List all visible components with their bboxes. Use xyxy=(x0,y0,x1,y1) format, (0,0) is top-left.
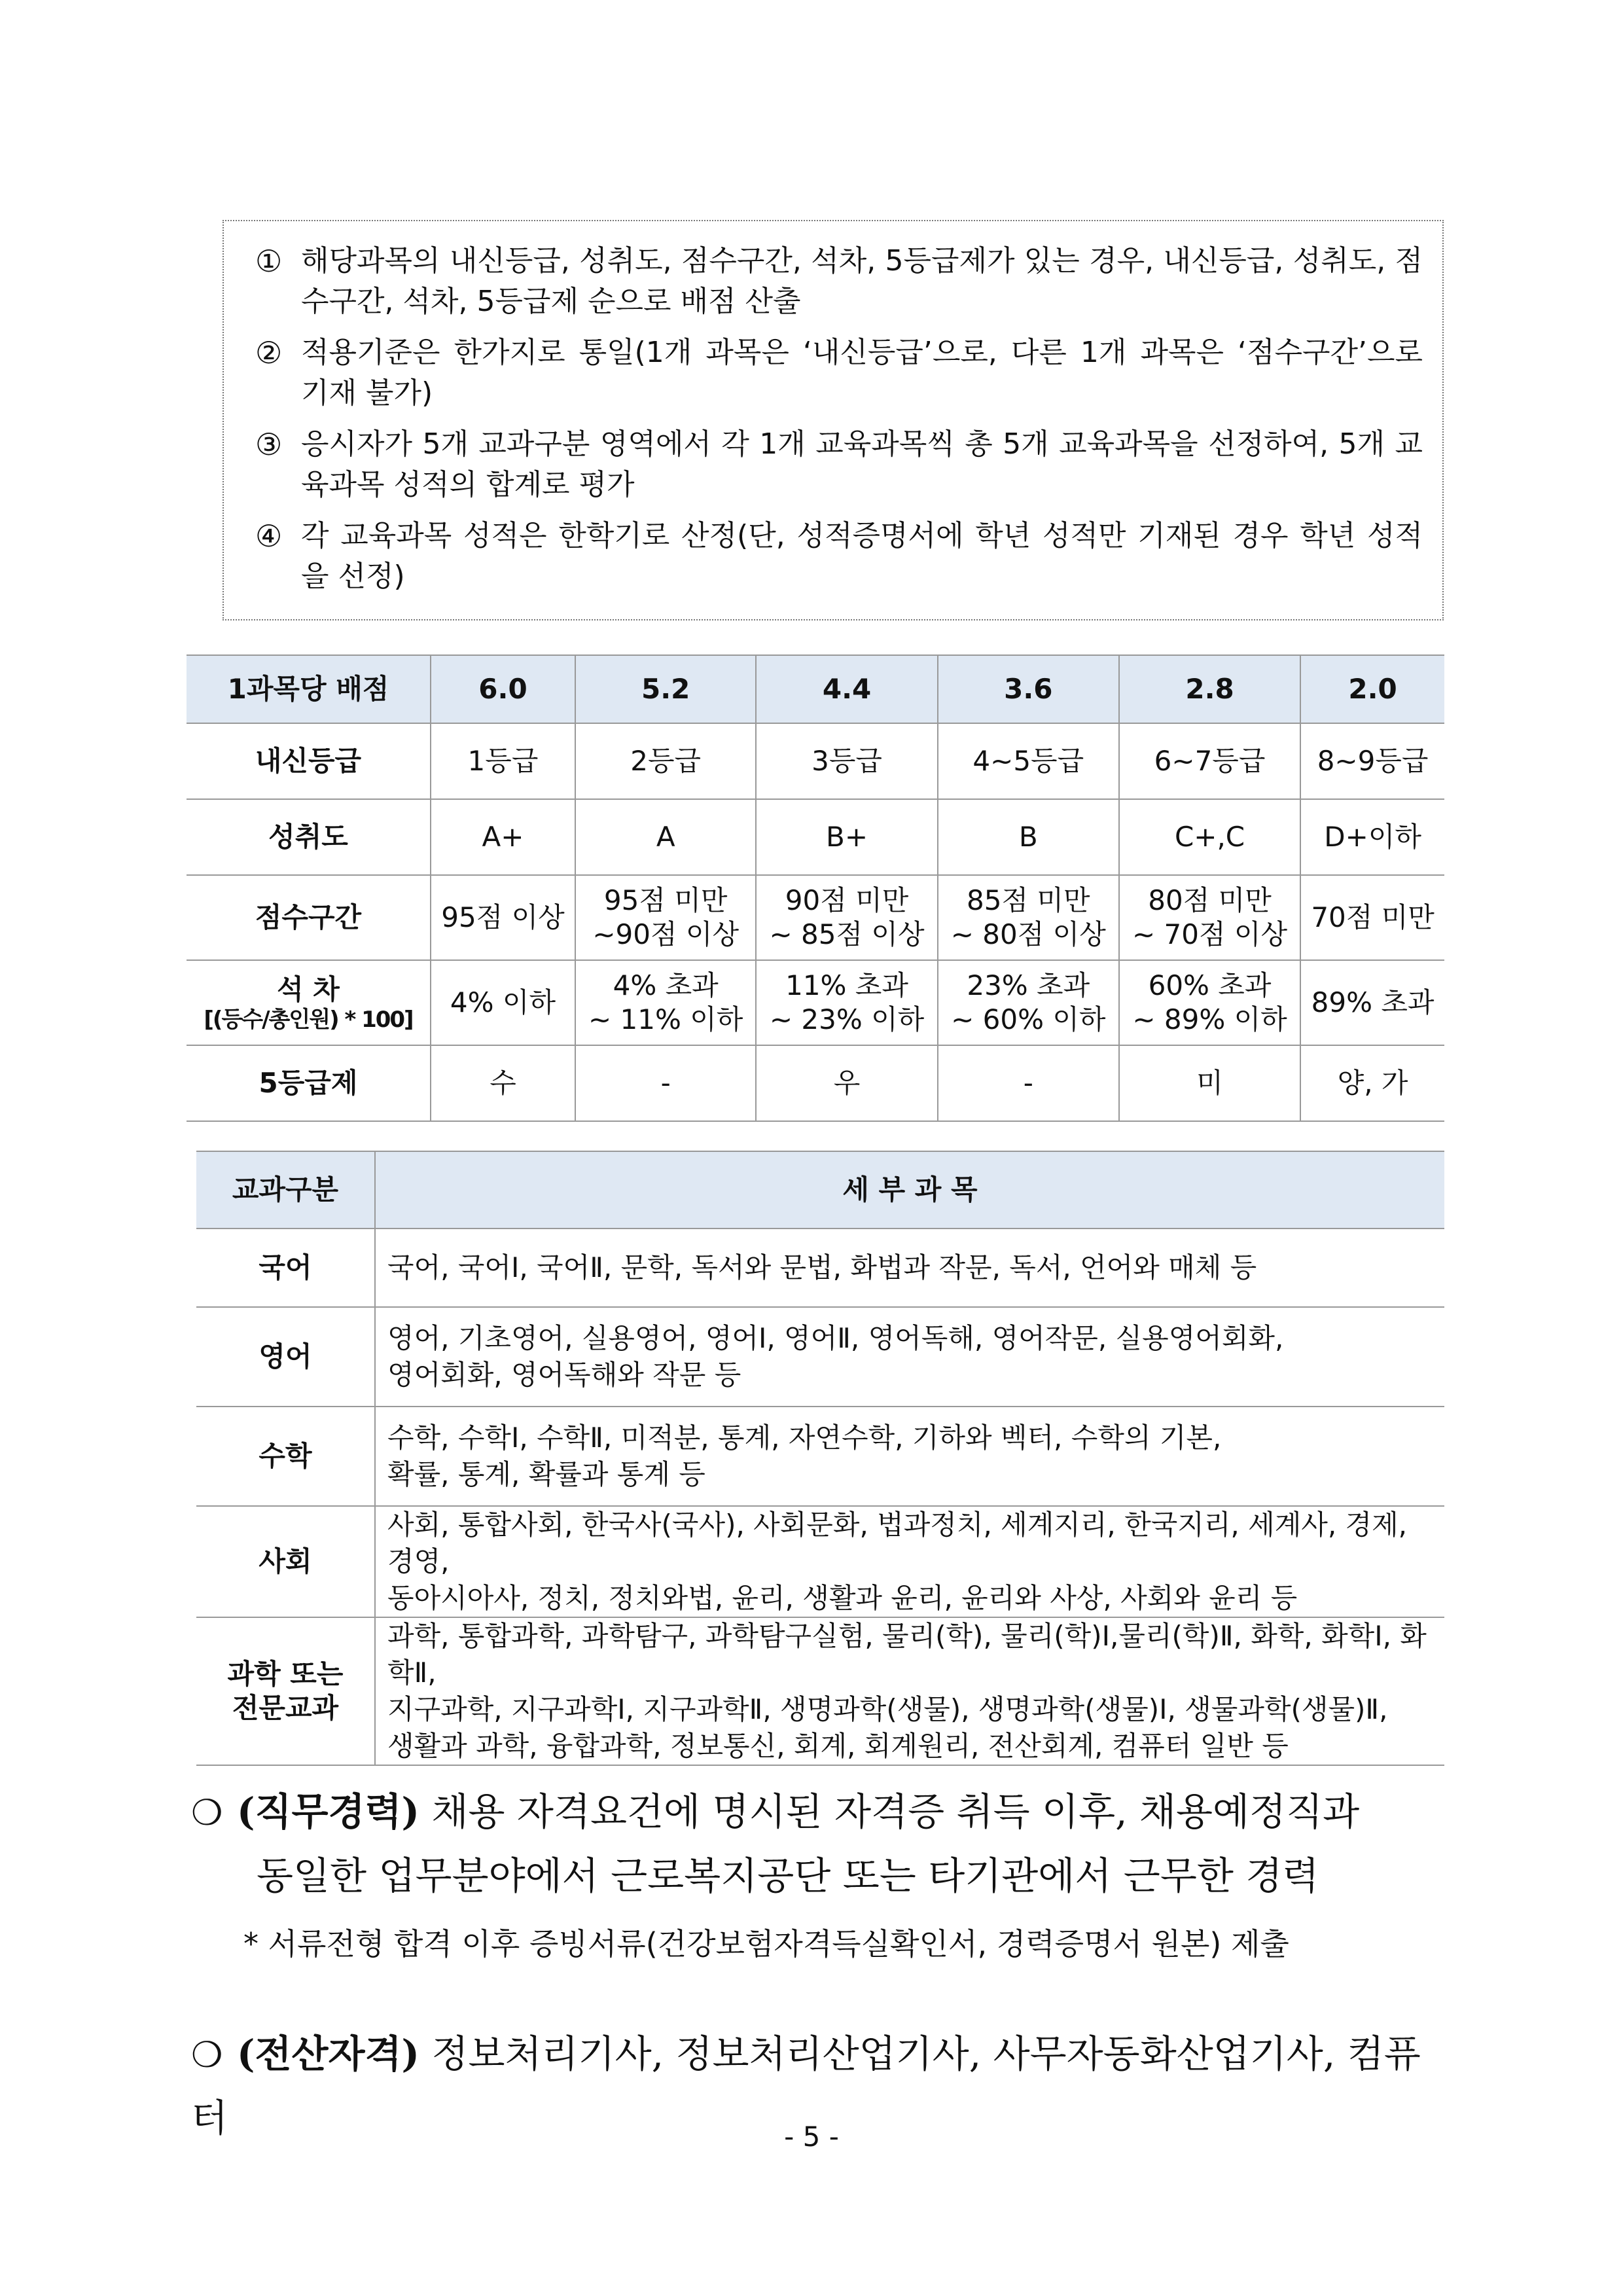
note-text: 해당과목의 내신등급, 성취도, 점수구간, 석차, 5등급제가 있는 경우, 내신등급, 성취도, 점수구간, 석차, 5등급제 순으로 배점 산출 xyxy=(301,244,1423,318)
score-cell: - xyxy=(575,1045,756,1121)
note-text: 적용기준은 한가지로 통일(1개 과목은 ‘내신등급’으로, 다른 1개 과목은 ‘점수구간’으로 기재 불가) xyxy=(301,336,1423,410)
score-cell: 95점 이상 xyxy=(431,875,575,960)
score-cell: 4~5등급 xyxy=(938,723,1119,799)
it-text-1: 정보처리기사, 정보처리산업기사, 사무자동화산업기사, 컴퓨터 xyxy=(191,2032,1421,2140)
score-cell: 4% 이하 xyxy=(431,960,575,1045)
score-cell: A+ xyxy=(431,799,575,875)
score-cell: A xyxy=(575,799,756,875)
career-footnote: * 서류전형 합격 이후 증빙서류(건강보험자격득실확인서, 경력증명서 원본) 제출 xyxy=(243,1926,1289,1962)
score-cell: 85점 미만 ~ 80점 이상 xyxy=(938,875,1119,960)
score-cell: C+,C xyxy=(1119,799,1300,875)
score-table-row xyxy=(187,799,1444,875)
it-title: (전산자격) xyxy=(237,2032,419,2076)
score-table-row xyxy=(187,960,1444,1045)
score-cell: 89% 초과 xyxy=(1300,960,1444,1045)
subject-detail: 수학, 수학Ⅰ, 수학Ⅱ, 미적분, 통계, 자연수학, 기하와 벡터, 수학의 기본, 확률, 통계, 확률과 통계 등 xyxy=(375,1407,1444,1506)
subject-category: 사회 xyxy=(196,1506,375,1617)
subject-category: 국어 xyxy=(196,1229,375,1307)
subject-detail: 과학, 통합과학, 과학탐구, 과학탐구실험, 물리(학), 물리(학)Ⅰ,물리(학)Ⅱ, 화학, 화학Ⅰ, 화학Ⅱ, 지구과학, 지구과학Ⅰ, 지구과학Ⅱ, 생명과학(생물), 생명과학(생물)Ⅰ, 생물과학(생물)Ⅱ, 생활과 과학, 융합과학, 정보통신, 회계, 회계원리, 전산회계, 컴퓨터 일반 등 xyxy=(375,1617,1444,1765)
career-text-1: 채용 자격요건에 명시된 자격증 취득 이후, 채용예정직과 xyxy=(431,1789,1360,1834)
score-cell: 4% 초과 ~ 11% 이하 xyxy=(575,960,756,1045)
subject-table-row xyxy=(196,1229,1444,1307)
score-header-points: 4.4 xyxy=(756,655,937,723)
score-header-points: 2.8 xyxy=(1119,655,1300,723)
score-table-header-row xyxy=(187,655,1444,723)
score-row-label xyxy=(187,723,431,799)
score-cell: 2등급 xyxy=(575,723,756,799)
score-cell: 60% 초과 ~ 89% 이하 xyxy=(1119,960,1300,1045)
note-item xyxy=(255,424,1423,505)
score-header-points: 3.6 xyxy=(938,655,1119,723)
career-text-2: 동일한 업무분야에서 근로복지공단 또는 타기관에서 근무한 경력 xyxy=(257,1854,1319,1898)
score-cell: 3등급 xyxy=(756,723,937,799)
subject-table-row xyxy=(196,1506,1444,1617)
score-row-label-text: 성취도 xyxy=(268,821,348,853)
note-item xyxy=(255,332,1423,414)
subject-table-row xyxy=(196,1617,1444,1765)
score-table-row xyxy=(187,723,1444,799)
score-row-label xyxy=(187,799,431,875)
subject-detail: 영어, 기초영어, 실용영어, 영어Ⅰ, 영어Ⅱ, 영어독해, 영어작문, 실용영어회화, 영어회화, 영어독해와 작문 등 xyxy=(375,1307,1444,1407)
score-cell: 11% 초과 ~ 23% 이하 xyxy=(756,960,937,1045)
score-row-label-text: 석 차 xyxy=(277,973,340,1005)
note-item xyxy=(255,516,1423,597)
score-cell: 우 xyxy=(756,1045,937,1121)
score-cell: 양, 가 xyxy=(1300,1045,1444,1121)
score-header-label: 1과목당 배점 xyxy=(187,655,431,723)
score-row-label-text: 내신등급 xyxy=(255,745,362,777)
circle-bullet-icon: ❍ xyxy=(191,2034,223,2075)
score-row-label xyxy=(187,1045,431,1121)
criteria-note-box xyxy=(223,220,1444,620)
subject-category: 수학 xyxy=(196,1407,375,1506)
career-paragraph xyxy=(191,1780,1454,1907)
score-cell: 8~9등급 xyxy=(1300,723,1444,799)
score-row-label xyxy=(187,875,431,960)
score-cell: 70점 미만 xyxy=(1300,875,1444,960)
note-item xyxy=(255,241,1423,322)
score-cell: 1등급 xyxy=(431,723,575,799)
score-header-points: 6.0 xyxy=(431,655,575,723)
score-row-label-text: 5등급제 xyxy=(259,1067,358,1099)
score-cell: D+이하 xyxy=(1300,799,1444,875)
score-table-row xyxy=(187,1045,1444,1121)
score-row-sublabel: [(등수/총인원) * 100] xyxy=(204,1007,413,1033)
subject-table-row xyxy=(196,1307,1444,1407)
score-table-row xyxy=(187,875,1444,960)
score-header-points: 2.0 xyxy=(1300,655,1444,723)
career-title: (직무경력) xyxy=(237,1789,419,1834)
score-cell: 23% 초과 ~ 60% 이하 xyxy=(938,960,1119,1045)
score-cell: 80점 미만 ~ 70점 이상 xyxy=(1119,875,1300,960)
note-number: ② xyxy=(255,335,283,370)
score-cell: 미 xyxy=(1119,1045,1300,1121)
score-header-points: 5.2 xyxy=(575,655,756,723)
score-row-label xyxy=(187,960,431,1045)
subject-detail: 사회, 통합사회, 한국사(국사), 사회문화, 법과정치, 세계지리, 한국지리, 세계사, 경제, 경영, 동아시아사, 정치, 정치와법, 윤리, 생활과 윤리, 윤리와 사상, 사회와 윤리 등 xyxy=(375,1506,1444,1617)
note-number: ③ xyxy=(255,427,283,462)
score-cell: 수 xyxy=(431,1045,575,1121)
note-number: ① xyxy=(255,243,283,279)
subject-header-category: 교과구분 xyxy=(196,1151,375,1229)
score-cell: B xyxy=(938,799,1119,875)
subject-category: 영어 xyxy=(196,1307,375,1407)
subject-category: 과학 또는 전문교과 xyxy=(196,1617,375,1765)
note-text: 각 교육과목 성적은 한학기로 산정(단, 성적증명서에 학년 성적만 기재된 경우 학년 성적을 선정) xyxy=(301,519,1423,593)
score-row-label-text: 점수구간 xyxy=(255,901,362,933)
score-cell: 95점 미만 ~90점 이상 xyxy=(575,875,756,960)
subject-detail: 국어, 국어Ⅰ, 국어Ⅱ, 문학, 독서와 문법, 화법과 작문, 독서, 언어와 매체 등 xyxy=(375,1229,1444,1307)
subject-table-row xyxy=(196,1407,1444,1506)
career-line-1 xyxy=(191,1780,1454,1844)
subject-header-detail: 세 부 과 목 xyxy=(375,1151,1444,1229)
subject-table xyxy=(196,1151,1444,1766)
note-number: ④ xyxy=(255,518,283,554)
page-number: - 5 - xyxy=(784,2121,839,2153)
circle-bullet-icon: ❍ xyxy=(191,1792,223,1833)
note-text: 응시자가 5개 교과구분 영역에서 각 1개 교육과목씩 총 5개 교육과목을 선정하여, 5개 교육과목 성적의 합계로 평가 xyxy=(301,427,1423,501)
score-cell: - xyxy=(938,1045,1119,1121)
score-cell: B+ xyxy=(756,799,937,875)
subject-table-header-row xyxy=(196,1151,1444,1229)
score-cell: 90점 미만 ~ 85점 이상 xyxy=(756,875,937,960)
score-cell: 6~7등급 xyxy=(1119,723,1300,799)
score-table xyxy=(187,655,1444,1122)
